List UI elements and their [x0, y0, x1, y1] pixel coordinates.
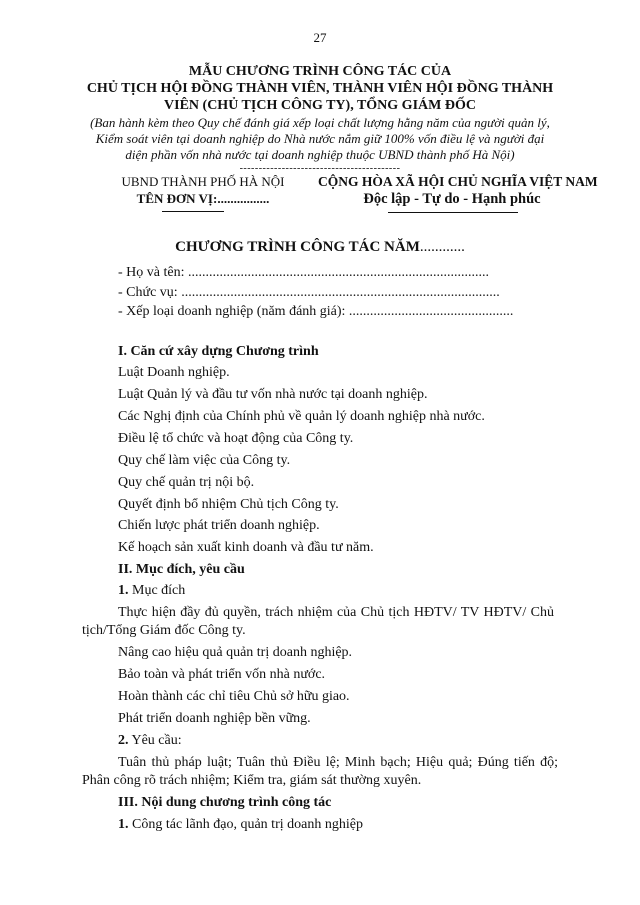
section-1-item: Luật Doanh nghiệp. — [118, 365, 230, 380]
section-3-sub-1-number: 1. — [118, 817, 129, 832]
section-2-sub-1 — [118, 583, 185, 599]
section-1-item: Luật Quản lý và đầu tư vốn nhà nước tại doanh nghiệp. — [118, 387, 428, 402]
section-2-sub-2 — [118, 733, 182, 749]
purpose-paragraph-line-2: tịch/Tổng Giám đốc Công ty. — [82, 623, 246, 638]
purpose-item: Nâng cao hiệu quả quản trị doanh nghiệp. — [118, 645, 353, 660]
section-1-item: Điều lệ tổ chức và hoạt động của Công ty. — [118, 431, 354, 446]
document-title-text: CHƯƠNG TRÌNH CÔNG TÁC NĂM — [175, 239, 420, 255]
header-left-unit-name: TÊN ĐƠN VỊ:................ — [136, 191, 270, 206]
section-3-heading: III. Nội dung chương trình công tác — [118, 795, 332, 810]
purpose-item: Bảo toàn và phát triển vốn nhà nước. — [118, 667, 326, 682]
document-title-blank: ............ — [419, 239, 465, 255]
header-left-underline — [162, 211, 224, 212]
issuance-note-line-2: Kiểm soát viên tại doanh nghiệp do Nhà nước nắm giữ 100% vốn điều lệ và người đại — [95, 131, 545, 146]
template-title-line-2: CHỦ TỊCH HỘI ĐỒNG THÀNH VIÊN, THÀNH VIÊN HỘI ĐỒNG THÀNH — [86, 81, 554, 96]
section-1-item: Kế hoạch sản xuất kinh doanh và đầu tư năm. — [118, 540, 374, 555]
template-title-line-1: MẪU CHƯƠNG TRÌNH CÔNG TÁC CỦA — [188, 64, 452, 79]
field-enterprise-rating: - Xếp loại doanh nghiệp (năm đánh giá): ............................................... — [118, 304, 514, 319]
section-1-item: Các Nghị định của Chính phủ về quản lý doanh nghiệp nhà nước. — [118, 409, 485, 424]
section-1-item: Quy chế quản trị nội bộ. — [118, 475, 255, 490]
section-1-item: Chiến lược phát triển doanh nghiệp. — [118, 518, 320, 533]
header-right-nation: CỘNG HÒA XÃ HỘI CHỦ NGHĨA VIỆT NAM — [318, 174, 598, 189]
purpose-item: Phát triển doanh nghiệp bền vững. — [118, 711, 311, 726]
section-3-sub-1-label: Công tác lãnh đạo, quản trị doanh nghiệp — [128, 817, 363, 832]
field-full-name: - Họ và tên: ...................................................................................... — [118, 265, 489, 280]
requirement-paragraph-line-1: Tuân thủ pháp luật; Tuân thủ Điều lệ; Minh bạch; Hiệu quả; Đúng tiến độ; — [118, 755, 558, 770]
issuance-note-line-1: (Ban hành kèm theo Quy chế đánh giá xếp loại chất lượng hằng năm của người quản lý, — [90, 115, 550, 130]
section-1-item: Quyết định bổ nhiệm Chủ tịch Công ty. — [118, 497, 339, 512]
requirement-paragraph-line-2: Phân công rõ trách nhiệm; Kiểm tra, giám sát thường xuyên. — [82, 773, 422, 788]
template-title-line-3: VIÊN (CHỦ TỊCH CÔNG TY), TỔNG GIÁM ĐỐC — [164, 98, 476, 113]
header-right-underline — [388, 212, 518, 213]
section-3-sub-1 — [118, 817, 363, 833]
section-2-sub-2-number: 2. — [118, 733, 129, 748]
page-number: 27 — [313, 30, 327, 45]
section-2-sub-1-label: Mục đích — [128, 583, 186, 598]
purpose-paragraph-line-1: Thực hiện đầy đủ quyền, trách nhiệm của Chủ tịch HĐTV/ TV HĐTV/ Chủ — [118, 605, 554, 620]
section-2-heading: II. Mục đích, yêu cầu — [118, 562, 245, 577]
header-right-motto: Độc lập - Tự do - Hạnh phúc — [363, 191, 541, 207]
header-left-authority: UBND THÀNH PHỐ HÀ NỘI — [121, 174, 285, 189]
section-1-item: Quy chế làm việc của Công ty. — [118, 453, 291, 468]
issuance-note-line-3: diện phần vốn nhà nước tại doanh nghiệp thuộc UBND thành phố Hà Nội) — [125, 147, 515, 162]
separator-line: ------------------------------------------ — [239, 163, 401, 174]
section-2-sub-1-number: 1. — [118, 583, 129, 598]
purpose-item: Hoàn thành các chỉ tiêu Chủ sở hữu giao. — [118, 689, 350, 704]
field-position: - Chức vụ: ........................................................................................... — [118, 285, 500, 300]
section-2-sub-2-label: Yêu cầu: — [128, 733, 182, 748]
document-title — [0, 239, 640, 256]
section-1-heading: I. Căn cứ xây dựng Chương trình — [118, 344, 319, 359]
